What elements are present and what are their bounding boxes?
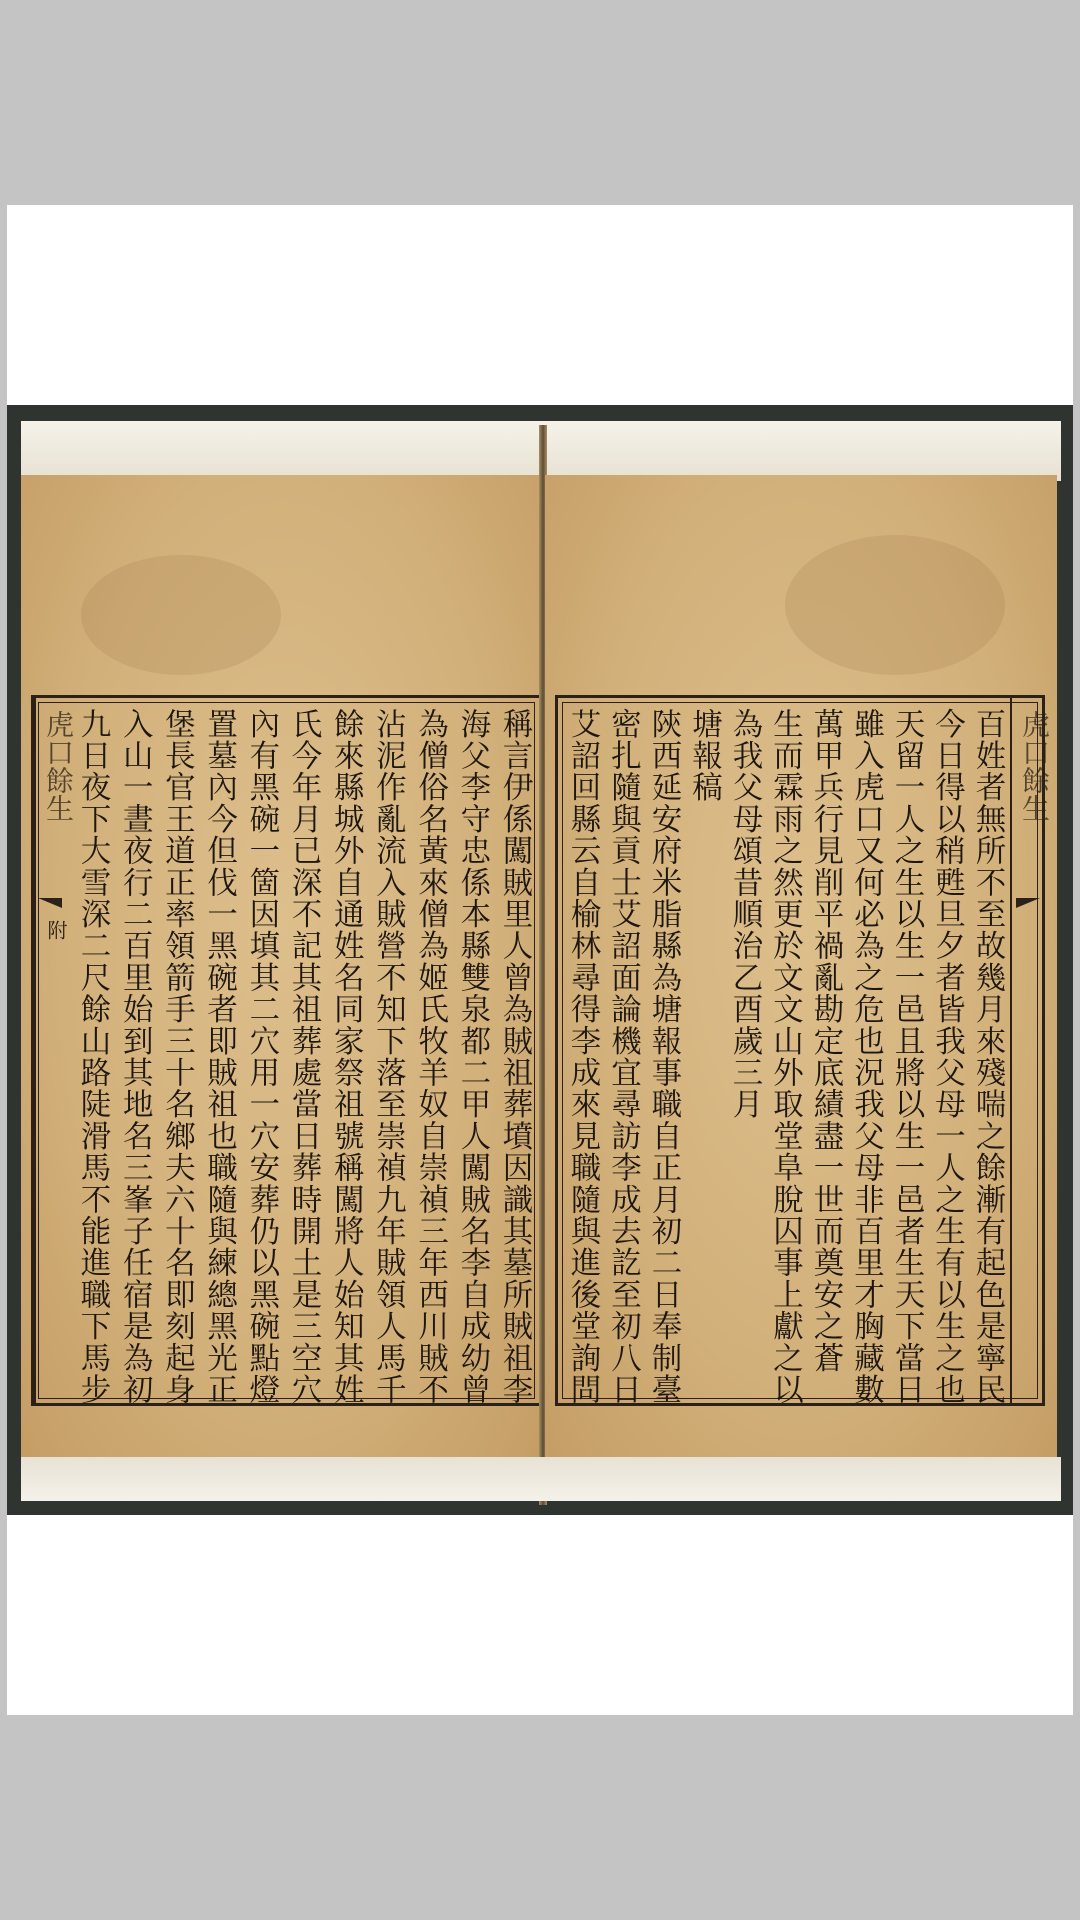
text-column: 九日夜下大雪深二尺餘山路陡滑馬不能進職下馬步 bbox=[75, 708, 110, 1406]
text-column: 海父李守忠係本縣雙泉都二甲人闖賊名李自成幼曾 bbox=[454, 708, 490, 1406]
paper-stain bbox=[785, 535, 1005, 675]
book-scan-image bbox=[7, 405, 1073, 1515]
paper-edge-bottom bbox=[21, 1457, 1061, 1501]
left-banxin bbox=[34, 698, 75, 1403]
text-column: 今日得以稍甦旦夕者皆我父母一人之生有以生之也 bbox=[929, 708, 965, 1406]
text-column: 入山一晝夜行二百里始到其地名三峯子任宿是為初 bbox=[117, 708, 153, 1406]
banxin-title: 虎口餘生 bbox=[1018, 710, 1051, 822]
left-text-frame bbox=[31, 695, 542, 1406]
text-column: 氏今年月已深不記其祖葬處當日葬時開土是三空穴 bbox=[286, 708, 321, 1406]
text-column: 密扎隨與貢士艾詔面論機宜尋訪李成去訖至初八日 bbox=[605, 708, 641, 1406]
text-column: 生而霖雨之然更於文文山外取堂阜脫囚事上獻之以 bbox=[767, 708, 803, 1406]
right-page bbox=[545, 475, 1057, 1465]
text-column: 為僧俗名黃來僧為姬氏牧羊奴自崇禎三年西川賊不 bbox=[412, 708, 448, 1406]
banxin-mark: 附 bbox=[44, 920, 68, 940]
text-column: 塘報稿 bbox=[686, 708, 722, 804]
text-column: 內有黑碗一箇因填其二穴用一穴安葬仍以黑碗點燈 bbox=[243, 708, 279, 1406]
text-column: 雖入虎口又何必為之危也況我父母非百里才胸藏數 bbox=[848, 708, 884, 1406]
fish-tail-mark bbox=[38, 898, 62, 918]
text-column: 置墓內今但伐一黑碗者即賊祖也職隨與練總黑光正 bbox=[201, 708, 237, 1406]
text-column: 為我父母頌昔順治乙酉歲三月 bbox=[727, 708, 762, 1121]
right-text-frame bbox=[555, 695, 1051, 1406]
fish-tail-mark bbox=[1016, 898, 1040, 918]
banxin-title: 虎口餘生 bbox=[42, 710, 75, 822]
viewer-card bbox=[7, 205, 1073, 1715]
text-column: 天留一人之生以生一邑且將以生一邑者生天下當日 bbox=[889, 708, 924, 1406]
text-column: 稱言伊係闖賊里人曾為賊祖葬墳因識其墓所賊祖李 bbox=[497, 708, 532, 1406]
text-column: 萬甲兵行見削平禍亂勘定底績盡一世而奠安之蒼 bbox=[808, 708, 843, 1374]
right-banxin bbox=[1010, 698, 1051, 1403]
paper-stain bbox=[81, 555, 281, 675]
text-column: 陝西延安府米脂縣為塘報事職自正月初二日奉制臺 bbox=[646, 708, 681, 1406]
text-column: 百姓者無所不至故幾月來殘喘之餘漸有起色是寧民 bbox=[970, 708, 1005, 1406]
text-column: 艾詔回縣云自榆林尋得李成來見職隨與進後堂詢問 bbox=[565, 708, 600, 1406]
text-column: 餘來縣城外自通姓名同家祭祖號稱闖將人始知其姓 bbox=[328, 708, 364, 1406]
text-column: 沾泥作亂流入賊營不知下落至崇禎九年賊領人馬千 bbox=[370, 708, 406, 1406]
text-column: 堡長官王道正率領箭手三十名鄉夫六十名即刻起身 bbox=[159, 708, 195, 1406]
left-page bbox=[21, 475, 543, 1465]
